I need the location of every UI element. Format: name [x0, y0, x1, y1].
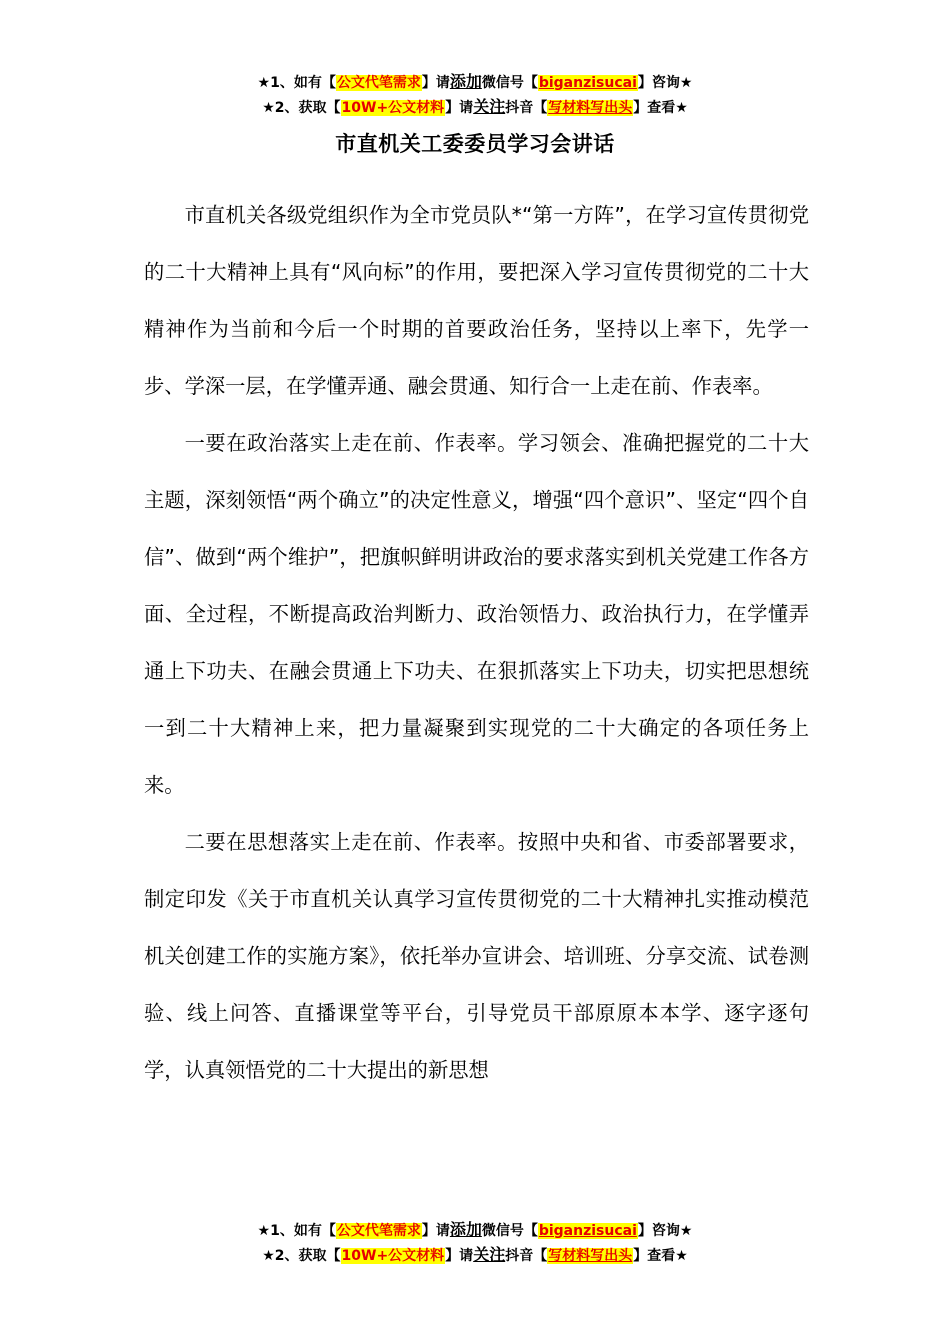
- document-body: [144, 187, 809, 1099]
- footer-promo-line-1: [0, 1218, 950, 1243]
- promo-text: ★2、获取【: [262, 1248, 341, 1264]
- promo-douyin-id: 写材料写出头: [548, 1248, 633, 1264]
- header-promo: [0, 70, 950, 120]
- promo-douyin-id: 写材料写出头: [548, 100, 633, 116]
- promo-text: ★2、获取【: [262, 100, 341, 116]
- promo-text: 抖音【: [505, 100, 548, 116]
- body-paragraph: 市直机关各级党组织作为全市党员队*“第一方阵”，在学习宣传贯彻党的二十大精神上具有“风向标”的作用，要把深入学习宣传贯彻党的二十大精神作为当前和今后一个时期的首要政治任务，坚持以上率下，先学一步、学深一层，在学懂弄通、融会贯通、知行合一上走在前、作表率。: [144, 203, 809, 398]
- promo-highlight: 10W+公文材料: [341, 1248, 445, 1264]
- document-title: 市直机关工委委员学习会讲话: [335, 132, 615, 156]
- promo-emphasis: 关注: [473, 97, 506, 116]
- promo-highlight: 公文代笔需求: [336, 75, 421, 91]
- promo-text: 】咨询★: [637, 1223, 693, 1239]
- header-promo-line-1: [0, 70, 950, 95]
- promo-text: 】咨询★: [637, 75, 693, 91]
- promo-wechat-id: biganzisucai: [538, 75, 637, 91]
- promo-text: 】请: [445, 1248, 474, 1264]
- promo-text: 】查看★: [633, 1248, 688, 1264]
- footer-promo: [0, 1218, 950, 1268]
- header-promo-line-2: [0, 95, 950, 120]
- promo-text: 】请: [421, 1223, 450, 1239]
- promo-highlight: 10W+公文材料: [341, 100, 445, 116]
- promo-emphasis: 关注: [473, 1245, 506, 1264]
- promo-emphasis: 添加: [449, 72, 482, 91]
- promo-emphasis: 添加: [449, 1220, 482, 1239]
- promo-text: 微信号【: [481, 1223, 538, 1239]
- footer-promo-line-2: [0, 1243, 950, 1268]
- promo-text: 抖音【: [505, 1248, 548, 1264]
- promo-text: ★1、如有【: [257, 1223, 336, 1239]
- promo-wechat-id: biganzisucai: [538, 1223, 637, 1239]
- body-paragraph: 一要在政治落实上走在前、作表率。学习领会、准确把握党的二十大主题，深刻领悟“两个确立”的决定性意义，增强“四个意识”、坚定“四个自信”、做到“两个维护”，把旗帜鲜明讲政治的要求落实到机关党建工作各方面、全过程，不断提高政治判断力、政治领悟力、政治执行力，在学懂弄通上下功夫、在融会贯通上下功夫、在狠抓落实上下功夫，切实把思想统一到二十大精神上来，把力量凝聚到实现党的二十大确定的各项任务上来。: [144, 431, 809, 797]
- promo-highlight: 公文代笔需求: [336, 1223, 421, 1239]
- body-paragraph: 二要在思想落实上走在前、作表率。按照中央和省、市委部署要求，制定印发《关于市直机关认真学习宣传贯彻党的二十大精神扎实推动模范机关创建工作的实施方案》，依托举办宣讲会、培训班、分享交流、试卷测验、线上问答、直播课堂等平台，引导党员干部原原本本学、逐字逐句学，认真领悟党的二十大提出的新思想: [144, 830, 809, 1082]
- promo-text: 】请: [445, 100, 474, 116]
- promo-text: 】请: [421, 75, 450, 91]
- promo-text: 微信号【: [481, 75, 538, 91]
- promo-text: ★1、如有【: [257, 75, 336, 91]
- promo-text: 】查看★: [633, 100, 688, 116]
